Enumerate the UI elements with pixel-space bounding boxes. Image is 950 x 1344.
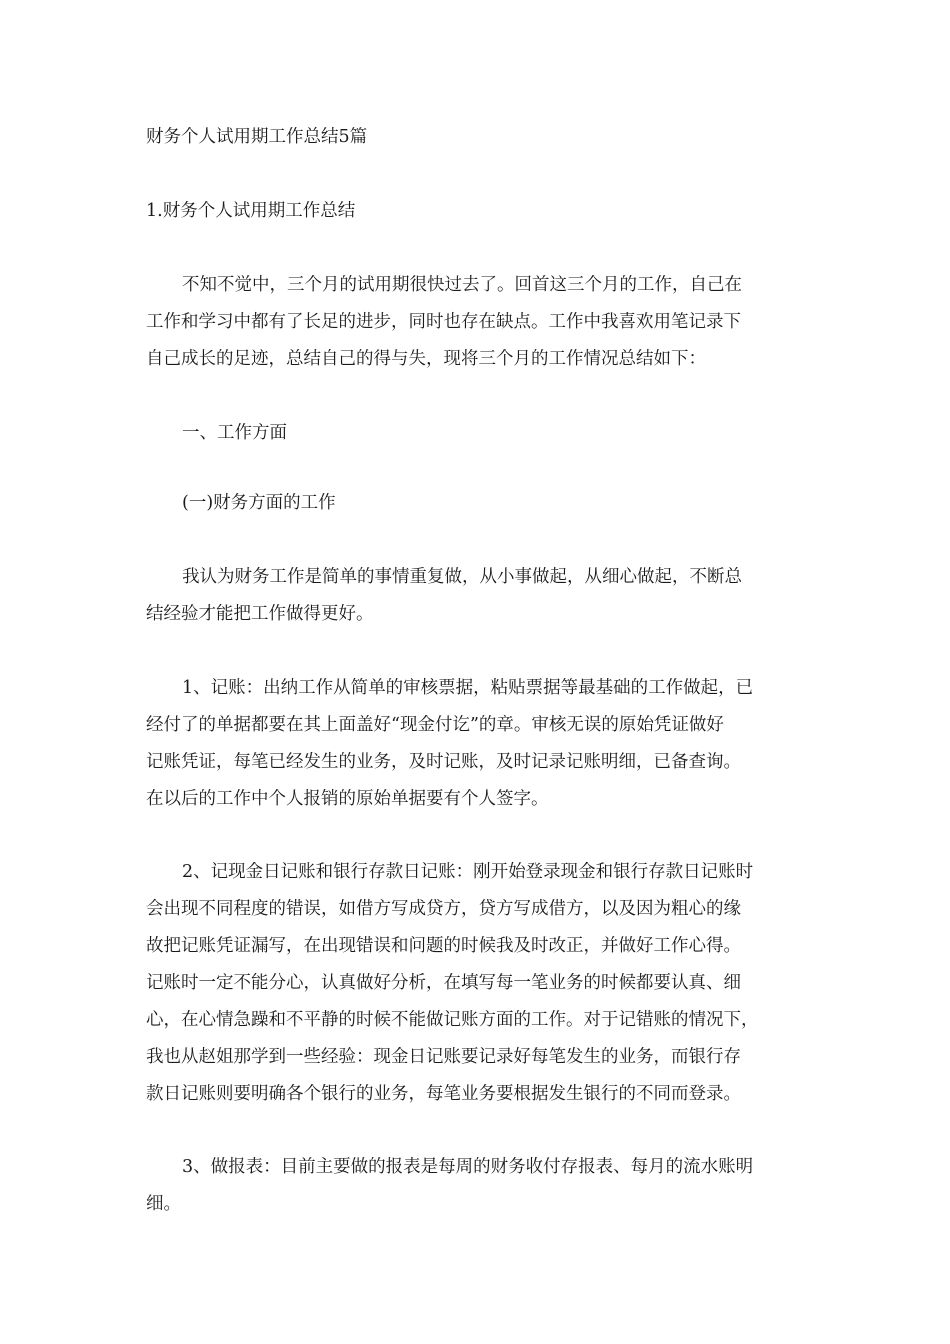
section-heading: 一、工作方面 (182, 423, 287, 443)
item-2-line: 心，在心情急躁和不平静的时候不能做记账方面的工作。对于记错账的情况下， (146, 1010, 759, 1030)
item-1-line: 1、记账：出纳工作从简单的审核票据，粘贴票据等最基础的工作做起，已 (182, 678, 754, 698)
document-title: 财务个人试用期工作总结5篇 (146, 127, 368, 147)
item-2-line: 2、记现金日记账和银行存款日记账：刚开始登录现金和银行存款日记账时 (182, 862, 754, 882)
intro-line: 自己成长的足迹，总结自己的得与失，现将三个月的工作情况总结如下： (146, 349, 706, 369)
item-2-line: 故把记账凭证漏写，在出现错误和问题的时候我及时改正，并做好工作心得。 (146, 936, 741, 956)
item-2-line: 款日记账则要明确各个银行的业务，每笔业务要根据发生银行的不同而登录。 (146, 1084, 741, 1104)
item-2-line: 记账时一定不能分心，认真做好分析，在填写每一笔业务的时候都要认真、细 (146, 973, 741, 993)
item-1-line: 记账凭证，每笔已经发生的业务，及时记账，及时记录记账明细，已备查询。 (146, 752, 741, 772)
article-heading: 1.财务个人试用期工作总结 (146, 201, 356, 221)
intro-line: 不知不觉中，三个月的试用期很快过去了。回首这三个月的工作，自己在 (182, 275, 742, 295)
item-2-line: 我也从赵姐那学到一些经验：现金日记账要记录好每笔发生的业务，而银行存 (146, 1047, 741, 1067)
item-3-line: 3、做报表：目前主要做的报表是每周的财务收付存报表、每月的流水账明 (182, 1157, 754, 1177)
intro-line: 工作和学习中都有了长足的进步，同时也存在缺点。工作中我喜欢用笔记录下 (146, 312, 741, 332)
item-3-line: 细。 (146, 1194, 181, 1214)
item-1-line: 在以后的工作中个人报销的原始单据要有个人签字。 (146, 789, 549, 809)
item-1-line: 经付了的单据都要在其上面盖好“现金付讫”的章。审核无误的原始凭证做好 (146, 715, 724, 735)
subsection-heading: (一)财务方面的工作 (182, 493, 336, 513)
paragraph-line: 我认为财务工作是简单的事情重复做，从小事做起，从细心做起，不断总 (182, 567, 742, 587)
paragraph-line: 结经验才能把工作做得更好。 (146, 604, 374, 624)
item-2-line: 会出现不同程度的错误，如借方写成贷方，贷方写成借方，以及因为粗心的缘 (146, 899, 741, 919)
